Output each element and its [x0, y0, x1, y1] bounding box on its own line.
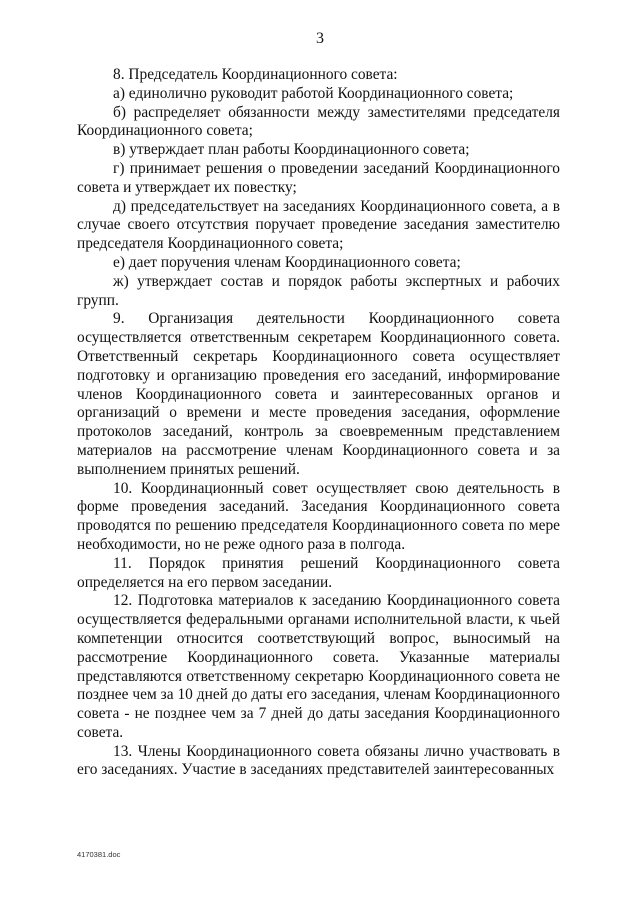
paragraph-8b: б) распределяет обязанности между заместителями председателя Координационного совета; — [77, 103, 560, 140]
paragraph-8d: д) председательствует на заседаниях Координационного совета, а в случае своего отсутствия поручает проведение заседания заместителю председателя Координационного совета; — [77, 197, 560, 253]
paragraph-8v: в) утверждает план работы Координационного совета; — [113, 141, 470, 159]
paragraph-10: 10. Координационный совет осуществляет свою деятельность в форме проведения заседаний. Заседания Координационного совета проводятся по решению председателя Координационного совета по мере необходимости, но не реже одного раза в полгода. — [77, 479, 560, 553]
paragraph-9: 9. Организация деятельности Координационного совета осуществляется ответственным секретарем Координационного совета. Ответственный секретарь Координационного совета осуществляет подготовку и организацию проведения его заседаний, информирование членов Координационного совета и заинтересованных органов и организаций о времени и месте проведения заседания, оформление протоколов заседаний, контроль за своевременным представлением материалов на рассмотрение членам Координационного совета и за выполнением принятых решений. — [77, 310, 560, 478]
file-reference: 4170381.doc — [77, 850, 121, 859]
paragraph-12: 12. Подготовка материалов к заседанию Координационного совета осуществляется федеральными органами исполнительной власти, к чьей компетенции относится соответствующий вопрос, выносимый на рассмотрение Координационного совета. Указанные материалы представляются ответственному секретарю Координационного совета не позднее чем за 10 дней до даты его заседания, членам Координационного совета - не позднее чем за 7 дней до даты заседания Координационного совета. — [77, 592, 560, 741]
document-body — [77, 66, 560, 780]
paragraph-8a: а) единолично руководит работой Координационного совета; — [113, 84, 514, 102]
paragraph-8g: г) принимает решения о проведении заседаний Координационного совета и утверждает их повестку; — [77, 159, 560, 196]
paragraph-13: 13. Члены Координационного совета обязаны лично участвовать в его заседаниях. Участие в заседаниях представителей заинтересованных — [77, 742, 560, 779]
paragraph-8zh: ж) утверждает состав и порядок работы экспертных и рабочих групп. — [77, 272, 560, 309]
page-number: 3 — [316, 30, 324, 47]
paragraph-8e: е) дает поручения членам Координационного совета; — [113, 253, 461, 271]
paragraph-8-heading: 8. Председатель Координационного совета: — [113, 66, 398, 83]
paragraph-11: 11. Порядок принятия решений Координационного совета определяется на его первом заседании. — [77, 554, 560, 591]
